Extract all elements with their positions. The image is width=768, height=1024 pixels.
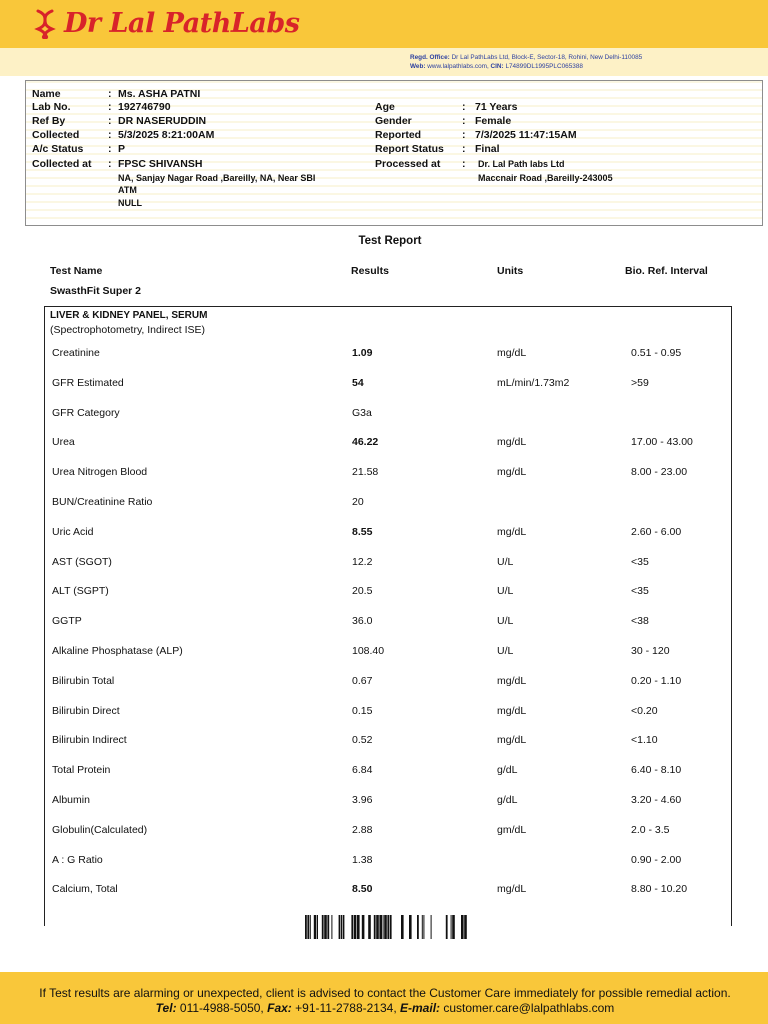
unit-value: U/L [497, 585, 514, 598]
barcode [305, 915, 471, 939]
test-name: ALT (SGPT) [52, 585, 109, 598]
barcode-bar [314, 915, 317, 939]
barcode-bar [384, 915, 387, 939]
section-method: (Spectrophotometry, Indirect ISE) [50, 324, 206, 336]
web-value[interactable]: www.lalpathlabs.com, [427, 63, 489, 70]
collected-at-address-3: NULL [118, 198, 142, 208]
cin-value: L74899DL1995PLC065388 [505, 63, 583, 70]
unit-value: mg/dL [497, 436, 527, 449]
processed-at-address: Maccnair Road ,Bareilly-243005 [478, 173, 613, 183]
barcode-bar [390, 915, 392, 939]
result-value: 1.38 [352, 853, 373, 866]
ref-interval: 8.80 - 10.20 [631, 883, 688, 896]
collected-at-address-2: ATM [118, 185, 137, 195]
reported-value: 7/3/2025 11:47:15AM [475, 129, 577, 141]
processed-at-value: Dr. Lal Path labs Ltd [478, 159, 565, 169]
barcode-bar [461, 915, 464, 939]
ref-interval: 0.20 - 1.10 [631, 674, 682, 687]
table-row [0, 377, 768, 393]
result-value: 20.5 [352, 585, 373, 598]
unit-value: mg/dL [497, 525, 527, 538]
result-value: 8.55 [352, 525, 373, 538]
email-value[interactable]: customer.care@lalpathlabs.com [443, 1001, 615, 1015]
result-value: 20 [352, 496, 364, 508]
barcode-bar [351, 915, 353, 939]
colon: : [462, 115, 466, 127]
unit-value: mL/min/1.73m2 [497, 376, 570, 389]
web-label: Web: [410, 63, 426, 70]
ac-status-value: P [118, 143, 126, 155]
barcode-bar [387, 915, 389, 939]
test-name: Urea [52, 436, 75, 449]
lab-no-label: Lab No. [32, 101, 71, 113]
barcode-bar [417, 915, 419, 939]
test-name: Globulin(Calculated) [52, 823, 148, 836]
regd-value: Dr Lal PathLabs Ltd, Block-E, Sector-18, Rohini, New Delhi-110085 [451, 54, 643, 61]
collected-at-value: FPSC SHIVANSH [118, 158, 203, 170]
ac-status-label: A/c Status [32, 143, 84, 155]
table-row [0, 615, 768, 631]
barcode-bar [446, 915, 448, 939]
result-value: 2.88 [352, 823, 373, 836]
panel-name: SwasthFit Super 2 [50, 285, 142, 297]
barcode-bar [379, 915, 382, 939]
barcode-bar [376, 915, 379, 939]
ref-interval: 17.00 - 43.00 [631, 436, 693, 449]
table-row [0, 526, 768, 542]
fax-value: +91-11-2788-2134, [295, 1001, 397, 1015]
ref-interval: 2.60 - 6.00 [631, 525, 682, 538]
reported-label: Reported [375, 129, 422, 141]
table-row [0, 466, 768, 482]
report-title: Test Report [358, 235, 422, 247]
column-header-units: Units [497, 265, 524, 277]
table-row [0, 824, 768, 840]
subheader-band [0, 48, 768, 76]
barcode-bar [423, 915, 424, 939]
test-name: BUN/Creatinine Ratio [52, 496, 153, 508]
barcode-bar [409, 915, 412, 939]
barcode-bar [317, 915, 318, 939]
test-name: Creatinine [52, 347, 100, 359]
table-row [0, 705, 768, 721]
barcode-bar [327, 915, 329, 939]
table-row [0, 734, 768, 750]
ref-by-value: DR NASERUDDIN [118, 115, 207, 127]
test-name: GGTP [52, 615, 82, 628]
ref-interval: >59 [631, 376, 649, 389]
unit-value: mg/dL [497, 466, 527, 479]
tel-label: Tel: [155, 1001, 177, 1015]
test-name: Albumin [52, 794, 90, 806]
test-name: A : G Ratio [52, 853, 103, 866]
footer-band [0, 972, 768, 1024]
dna-helix-icon [34, 9, 56, 39]
barcode-bar [339, 915, 341, 939]
table-row [0, 585, 768, 601]
barcode-bar [310, 915, 311, 939]
ref-interval: 6.40 - 8.10 [631, 764, 682, 777]
table-row [0, 854, 768, 870]
ref-interval: <35 [631, 555, 649, 568]
barcode-bar [401, 915, 404, 939]
fax-label: Fax: [267, 1001, 292, 1015]
barcode-bar [324, 915, 327, 939]
result-value: 108.40 [352, 645, 385, 657]
unit-value: U/L [497, 645, 514, 657]
result-value: 36.0 [352, 615, 373, 628]
result-value: 6.84 [352, 764, 373, 777]
column-header-ref-interval: Bio. Ref. Interval [625, 265, 708, 277]
gender-label: Gender [375, 115, 412, 127]
result-value: 8.50 [352, 883, 373, 896]
colon: : [108, 88, 112, 100]
processed-at-label: Processed at [375, 158, 441, 170]
table-row [0, 556, 768, 572]
test-name: Total Protein [52, 764, 111, 777]
name-label: Name [32, 88, 61, 100]
collected-label: Collected [32, 129, 80, 141]
table-row [0, 675, 768, 691]
ref-by-label: Ref By [32, 115, 66, 127]
ref-interval: <1.10 [631, 734, 658, 747]
ref-interval: <35 [631, 585, 649, 598]
unit-value: g/dL [497, 794, 518, 806]
colon: : [462, 129, 466, 141]
result-value: 0.67 [352, 674, 373, 687]
unit-value: mg/dL [497, 883, 527, 896]
colon: : [108, 158, 112, 170]
colon: : [108, 143, 112, 155]
result-value: 3.96 [352, 794, 373, 806]
barcode-bar [307, 915, 309, 939]
lab-no-value: 192746790 [118, 101, 171, 113]
table-row [0, 645, 768, 661]
result-value: 21.58 [352, 466, 379, 479]
gender-value: Female [475, 115, 512, 127]
unit-value: g/dL [497, 764, 518, 777]
table-row [0, 883, 768, 899]
barcode-bar [357, 915, 360, 939]
test-name: GFR Estimated [52, 376, 124, 389]
barcode-bar [431, 915, 432, 939]
colon: : [108, 115, 112, 127]
test-name: Calcium, Total [52, 883, 118, 896]
unit-value: mg/dL [497, 347, 527, 359]
colon: : [462, 101, 466, 113]
unit-value: U/L [497, 615, 514, 628]
office-info [410, 53, 642, 71]
barcode-bar [452, 915, 455, 939]
barcode-bar [343, 915, 345, 939]
result-value: 12.2 [352, 555, 373, 568]
colon: : [108, 129, 112, 141]
result-value: 0.15 [352, 704, 373, 717]
barcode-bar [354, 915, 357, 939]
test-name: Bilirubin Direct [52, 704, 120, 717]
barcode-bar [305, 915, 307, 939]
unit-value: U/L [497, 555, 514, 568]
result-value: G3a [352, 406, 372, 419]
unit-value: mg/dL [497, 674, 527, 687]
ref-interval: <0.20 [631, 704, 658, 717]
table-row [0, 436, 768, 452]
barcode-bar [341, 915, 342, 939]
collected-at-address: NA, Sanjay Nagar Road ,Bareilly, NA, Near SBI [118, 173, 316, 183]
header-band [0, 0, 768, 48]
colon: : [462, 143, 466, 155]
table-row [0, 496, 768, 512]
ref-interval: <38 [631, 615, 649, 628]
test-name: Bilirubin Total [52, 674, 115, 687]
tel-value[interactable]: 011-4988-5050, [179, 1001, 264, 1015]
collected-value: 5/3/2025 8:21:00AM [118, 129, 215, 141]
brand-logo [34, 9, 299, 39]
table-row [0, 794, 768, 810]
age-value: 71 Years [475, 101, 518, 113]
barcode-bar [422, 915, 423, 939]
table-row [0, 347, 768, 363]
ref-interval: 2.0 - 3.5 [631, 823, 670, 836]
column-header-results: Results [351, 265, 389, 277]
barcode-bar [374, 915, 376, 939]
result-value: 46.22 [352, 436, 379, 449]
section-title: LIVER & KIDNEY PANEL, SERUM [50, 310, 208, 321]
barcode-bar [383, 915, 384, 939]
ref-interval: 30 - 120 [631, 645, 670, 657]
ref-interval: 3.20 - 4.60 [631, 794, 682, 806]
test-name: GFR Category [52, 406, 120, 419]
result-value: 1.09 [352, 347, 373, 359]
regd-label: Regd. Office: [410, 54, 450, 61]
test-name: AST (SGOT) [52, 555, 112, 568]
table-row [0, 407, 768, 423]
footer-notice: If Test results are alarming or unexpected, client is advised to contact the Customer Care immediately for possible remedial action. [39, 986, 731, 1000]
test-name: Bilirubin Indirect [52, 734, 127, 747]
age-label: Age [375, 101, 395, 113]
column-header-test-name: Test Name [50, 265, 103, 277]
barcode-bar [322, 915, 324, 939]
cin-label: CIN: [490, 63, 504, 70]
collected-at-label: Collected at [32, 158, 92, 170]
barcode-bar [464, 915, 467, 939]
table-row [0, 764, 768, 780]
email-label: E-mail: [400, 1001, 441, 1015]
result-value: 54 [352, 376, 364, 389]
report-status-value: Final [475, 143, 500, 155]
colon: : [462, 158, 466, 170]
ref-interval: 0.90 - 2.00 [631, 853, 682, 866]
ref-interval: 0.51 - 0.95 [631, 347, 682, 359]
unit-value: mg/dL [497, 734, 527, 747]
test-name: Urea Nitrogen Blood [52, 466, 148, 479]
test-name: Alkaline Phosphatase (ALP) [52, 645, 183, 657]
footer-contacts [0, 1001, 768, 1015]
barcode-bar [331, 915, 332, 939]
unit-value: gm/dL [497, 823, 527, 836]
barcode-bar [368, 915, 371, 939]
ref-interval: 8.00 - 23.00 [631, 466, 688, 479]
unit-value: mg/dL [497, 704, 527, 717]
patient-name: Ms. ASHA PATNI [118, 88, 201, 100]
test-name: Uric Acid [52, 525, 94, 538]
barcode-bar [451, 915, 452, 939]
result-value: 0.52 [352, 734, 373, 747]
barcode-bar [362, 915, 365, 939]
report-status-label: Report Status [375, 143, 444, 155]
logo-text: Dr Lal PathLabs [64, 8, 300, 39]
colon: : [108, 101, 112, 113]
